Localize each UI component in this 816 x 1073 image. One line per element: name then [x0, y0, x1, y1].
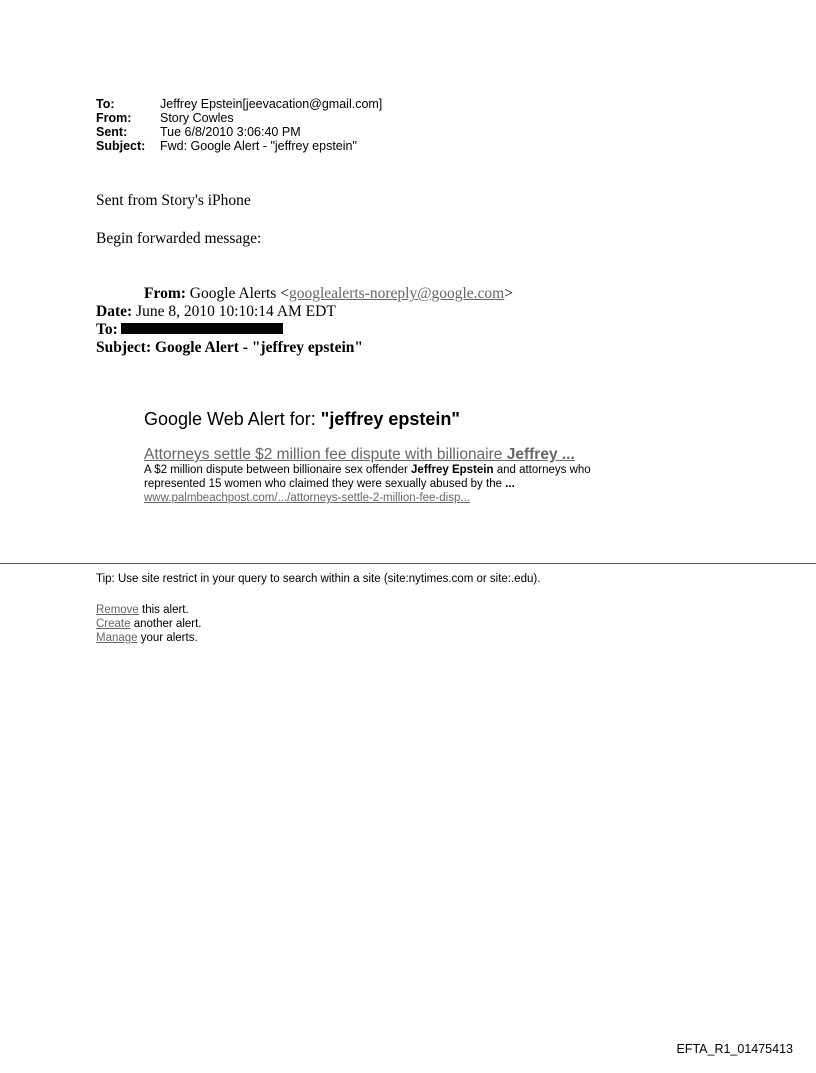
fwd-subject-label: Subject:: [96, 339, 152, 356]
alert-footer: [96, 603, 202, 645]
result-url-link[interactable]: www.palmbeachpost.com/.../attorneys-settle-2-million-fee-disp...: [144, 492, 470, 504]
snippet-part1: A $2 million dispute between billionaire sex offender: [144, 464, 408, 476]
to-value: Jeffrey Epstein[jeevacation@gmail.com]: [160, 97, 383, 111]
fwd-to-label: To:: [96, 321, 118, 338]
fwd-from-email-wrap: <googlealerts-noreply@google.com>: [280, 285, 513, 302]
create-row: [96, 617, 202, 631]
sent-value: Tue 6/8/2010 3:06:40 PM: [160, 125, 301, 139]
fwd-date-label: Date:: [96, 303, 133, 320]
from-label: From:: [96, 111, 132, 125]
snippet-part2: and attorneys who represented 15 women who claimed they were sexually abused by the: [144, 464, 591, 490]
fwd-date-row: [96, 303, 513, 321]
subject-label: Subject:: [96, 139, 146, 153]
fwd-subject-value: Google Alert - "jeffrey epstein": [154, 339, 364, 356]
result-title-bold: Jeffrey ...: [506, 446, 575, 463]
sent-label: Sent:: [96, 125, 128, 139]
header-subject-row: [96, 139, 382, 153]
google-alert-block: [144, 409, 704, 505]
manage-rest: your alerts.: [140, 632, 198, 644]
to-label: To:: [96, 97, 115, 111]
begin-forwarded-line: Begin forwarded message:: [96, 230, 262, 247]
divider: [0, 563, 816, 564]
alert-title-query: "jeffrey epstein": [320, 409, 460, 429]
header-from-row: [96, 111, 382, 125]
header-to-row: [96, 97, 382, 111]
alert-title-prefix: Google Web Alert for:: [144, 409, 316, 429]
subject-value: Fwd: Google Alert - "jeffrey epstein": [160, 139, 357, 153]
remove-alert-link[interactable]: Remove: [96, 604, 139, 616]
result-snippet: [144, 463, 644, 491]
fwd-from-label: From:: [144, 285, 186, 302]
fwd-from-name: Google Alerts: [189, 285, 277, 302]
fwd-from-email-link[interactable]: googlealerts-noreply@google.com: [288, 285, 505, 302]
from-value: Story Cowles: [160, 111, 234, 125]
manage-row: [96, 631, 202, 645]
tip-text: Tip: Use site restrict in your query to search within a site (site:nytimes.com or site:.edu).: [96, 573, 541, 585]
create-rest: another alert.: [133, 618, 202, 630]
alert-title: [144, 409, 704, 430]
manage-alerts-link[interactable]: Manage: [96, 632, 138, 644]
remove-rest: this alert.: [142, 604, 189, 616]
header-sent-row: [96, 125, 382, 139]
fwd-subject-row: [96, 339, 513, 357]
create-alert-link[interactable]: Create: [96, 618, 131, 630]
redaction-bar: [121, 323, 283, 334]
snippet-ellipsis: ...: [505, 478, 515, 490]
fwd-to-row: [96, 321, 513, 339]
result-title-link[interactable]: [144, 446, 704, 463]
document-id: EFTA_R1_01475413: [676, 1042, 793, 1056]
snippet-bold: Jeffrey Epstein: [411, 464, 494, 476]
result-title-text: Attorneys settle $2 million fee dispute with billionaire: [144, 446, 503, 463]
sent-from-line: Sent from Story's iPhone: [96, 192, 251, 209]
fwd-from-row: [96, 285, 513, 303]
forwarded-header: [96, 285, 513, 357]
email-header: [96, 97, 382, 153]
remove-row: [96, 603, 202, 617]
fwd-date-value: June 8, 2010 10:10:14 AM EDT: [136, 303, 336, 320]
